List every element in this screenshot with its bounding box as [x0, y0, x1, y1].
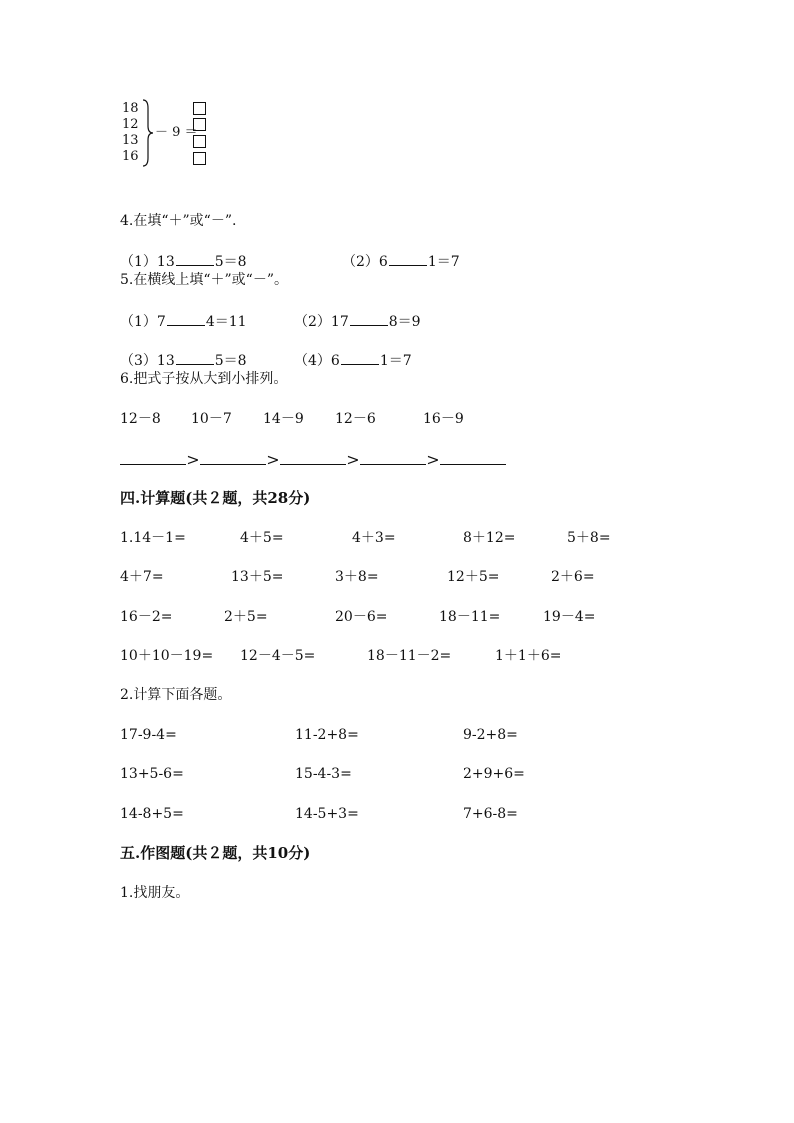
greater-than-sign: > — [266, 450, 280, 469]
expression: 12－8 — [120, 411, 161, 427]
answer-blank[interactable] — [176, 351, 214, 365]
sub-title: 2.计算下面各题。 — [120, 687, 232, 703]
expression: 16－9 — [423, 411, 464, 427]
q5-title: 5.在横线上填“＋”或“－”。 — [120, 272, 288, 288]
sub-title: 1.找朋友。 — [120, 885, 190, 901]
item-after: 5＝8 — [214, 353, 247, 369]
calc-item: 19－4= — [543, 609, 596, 625]
calc-item: 1＋1＋6= — [495, 648, 562, 664]
item-after: 4＝11 — [205, 314, 247, 330]
answer-blank[interactable] — [120, 450, 186, 465]
calc-item: 2+9+6= — [463, 766, 525, 782]
calc-item: 5＋8= — [567, 530, 611, 546]
calc-item: 10＋10－19= — [120, 648, 214, 664]
q4-item — [342, 252, 460, 270]
q5-item — [294, 312, 421, 330]
answer-blank[interactable] — [360, 450, 426, 465]
calc-item: 8＋12= — [463, 530, 516, 546]
calc-item: 13＋5= — [231, 569, 284, 585]
item-after: 1＝7 — [427, 254, 460, 270]
calc-item: 4＋3= — [352, 530, 396, 546]
calc-item: 17-9-4= — [120, 727, 177, 743]
calc-item: 3＋8= — [335, 569, 379, 585]
calc-item: 18－11= — [439, 609, 501, 625]
answer-box[interactable] — [193, 118, 206, 131]
q5-item — [294, 351, 412, 369]
answer-blank[interactable] — [389, 252, 427, 266]
bracket-number: 18 — [122, 101, 139, 116]
item-label: （1）13 — [120, 254, 175, 270]
item-label: （4）6 — [294, 353, 340, 369]
answer-blank[interactable] — [350, 312, 388, 326]
answer-box[interactable] — [193, 102, 206, 115]
calc-item: 20－6= — [335, 609, 388, 625]
item-after: 5＝8 — [214, 254, 247, 270]
bracket-operation: － 9 ＝ — [155, 125, 198, 140]
greater-than-sign: > — [426, 450, 440, 469]
q4-title: 4.在填“＋”或“－”. — [120, 213, 237, 229]
bracket-number: 12 — [122, 117, 139, 132]
calc-item: 15-4-3= — [295, 766, 352, 782]
calc-item: 18－11－2= — [367, 648, 452, 664]
item-label: （2）6 — [342, 254, 388, 270]
calc-item: 11-2+8= — [295, 727, 359, 743]
calc-item: 7+6-8= — [463, 806, 518, 822]
answer-blank[interactable] — [341, 351, 379, 365]
calc-item: 2＋6= — [551, 569, 595, 585]
answer-box[interactable] — [193, 135, 206, 148]
expression: 10－7 — [191, 411, 232, 427]
greater-than-sign: > — [346, 450, 360, 469]
answer-blank[interactable] — [280, 450, 346, 465]
calc-item: 4＋7= — [120, 569, 164, 585]
calc-item: 9-2+8= — [463, 727, 518, 743]
item-after: 1＝7 — [379, 353, 412, 369]
calc-item: 13+5-6= — [120, 766, 184, 782]
calc-item: 14-5+3= — [295, 806, 359, 822]
item-after: 8＝9 — [388, 314, 421, 330]
answer-blank[interactable] — [440, 450, 506, 465]
calc-item: 12－4－5= — [240, 648, 316, 664]
calc-item: 2＋5= — [224, 609, 268, 625]
item-label: （1）7 — [120, 314, 166, 330]
answer-blank[interactable] — [200, 450, 266, 465]
bracket-number: 13 — [122, 133, 139, 148]
answer-blank[interactable] — [167, 312, 205, 326]
item-label: （3）13 — [120, 353, 175, 369]
bracket-number: 16 — [122, 149, 139, 164]
right-brace-icon — [141, 98, 155, 170]
section-heading: 四.计算题(共２题，共28分) — [120, 489, 311, 507]
expression: 14－9 — [263, 411, 304, 427]
answer-box[interactable] — [193, 152, 206, 165]
answer-blank[interactable] — [176, 252, 214, 266]
section-heading: 五.作图题(共２题，共10分) — [120, 844, 311, 862]
expression: 12－6 — [335, 411, 376, 427]
item-label: （2）17 — [294, 314, 349, 330]
q6-title: 6.把式子按从大到小排列。 — [120, 371, 288, 387]
q4-item — [120, 252, 247, 270]
ranking-line — [120, 450, 506, 469]
q5-item — [120, 351, 247, 369]
calc-item: 4＋5= — [240, 530, 284, 546]
greater-than-sign: > — [186, 450, 200, 469]
calc-item: 1.14－1= — [120, 530, 186, 546]
calc-item: 16－2= — [120, 609, 173, 625]
calc-item: 12＋5= — [447, 569, 500, 585]
calc-item: 14-8+5= — [120, 806, 184, 822]
q5-item — [120, 312, 247, 330]
